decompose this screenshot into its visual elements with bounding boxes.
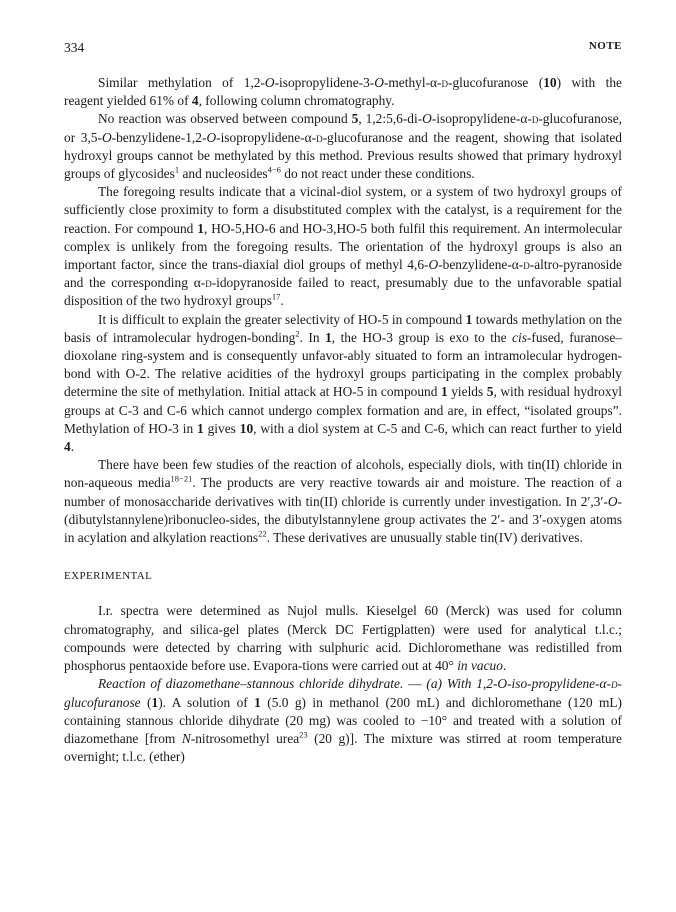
- running-head: NOTE: [588, 40, 622, 52]
- paragraph: There have been few studies of the reaction of alcohols, especially diols, with tin(II) chloride in non-aqueous media$^{18-21}$. The products are very reactive towards air and moisture. The reaction of a number of monosaccharide derivatives with tin(II) chloride is currently under investigation. In 2′,3′-O-(dibutylstannylene)ribonucleo-sides, the dibutylstannylene group activates the 2′- and 3′-oxygen atoms in acylation and alkylation reactions$^{22}$. These derivatives are unusually stable tin(IV) derivatives.: [64, 457, 622, 546]
- body-text: [64, 74, 622, 766]
- page-header: [64, 40, 622, 58]
- experimental-paragraph: Reaction of diazomethane–stannous chloride dihydrate. — (a) With 1,2-O-iso-propylidene-α-d-glucofuranose (1). A solution of 1 (5.0 g) in methanol (200 mL) and dichloromethane (120 mL) containing stannous chloride dihydrate (20 mg) was cooled to −10° and treated with a solution of diazomethane [from N-nitrosomethyl urea$^{23}$ (20 g)]. The mixture was stirred at room temperature overnight; t.l.c. (ether): [64, 676, 623, 765]
- paragraph: Similar methylation of 1,2-O-isopropylidene-3-O-methyl-α-d-glucofuranose (10) with the reagent yielded 61% of 4, following column chromatography.: [64, 75, 622, 109]
- paragraph: It is difficult to explain the greater selectivity of HO-5 in compound 1 towards methylation on the basis of intramolecular hydrogen-bonding$^2$. In 1, the HO-3 group is exo to the cis-fused, furanose–dioxolane ring-system and is consequently unfavor-ably situated to form an intramolecular hydrogen-bond with O-2. The relative acidities of the hydroxyl groups participating in the complex probably determine the site of methylation. Initial attack at HO-5 in compound 1 yields 5, with residual hydroxyl groups at C-3 and C-6 which cannot undergo complex formation and are, in effect, “isolated groups”. Methylation of HO-3 in 1 gives 10, with a diol system at C-5 and C-6, which can react further to yield 4.: [64, 311, 622, 455]
- section-heading: EXPERIMENTAL: [64, 570, 153, 583]
- paragraph: No reaction was observed between compound 5, 1,2:5,6-di-O-isopropylidene-α-d-glucofuranose, or 3,5-O-benzylidene-1,2-O-isopropylidene-α-d-glucofuranose and the reagent, showing that isolated hydroxyl groups cannot be methylated by this method. Previous results showed that primary hydroxyl groups of glycosides$^1$ and nucleosides$^{4-6}$ do not react under these conditions.: [64, 111, 623, 182]
- page-number: 334: [64, 40, 85, 55]
- paragraph: The foregoing results indicate that a vicinal-diol system, or a system of two hydroxyl groups of sufficiently close proximity to form a disubstituted complex with the catalyst, is a requirement for the reaction. For compound 1, HO-5,HO-6 and HO-3,HO-5 both fulfil this requirement. An intermolecular complex is unlikely from the foregoing results. The orientation of the hydroxyl groups is also an important factor, since the trans-diaxial diol groups of methyl 4,6-O-benzylidene-α-d-altro-pyranoside and the corresponding α-d-idopyranoside failed to react, presumably due to the unfavorable spatial disposition of the two hydroxyl groups$^{17}$.: [64, 184, 622, 309]
- experimental-paragraph: I.r. spectra were determined as Nujol mulls. Kieselgel 60 (Merck) was used for column chromatography, and silica-gel plates (Merck DC Fertigplatten) were used for analytical t.l.c.; compounds were detected by charring with sulphuric acid. Dichloromethane was redistilled from phosphorus pentaoxide before use. Evapora-tions were carried out at 40° in vacuo.: [64, 603, 622, 674]
